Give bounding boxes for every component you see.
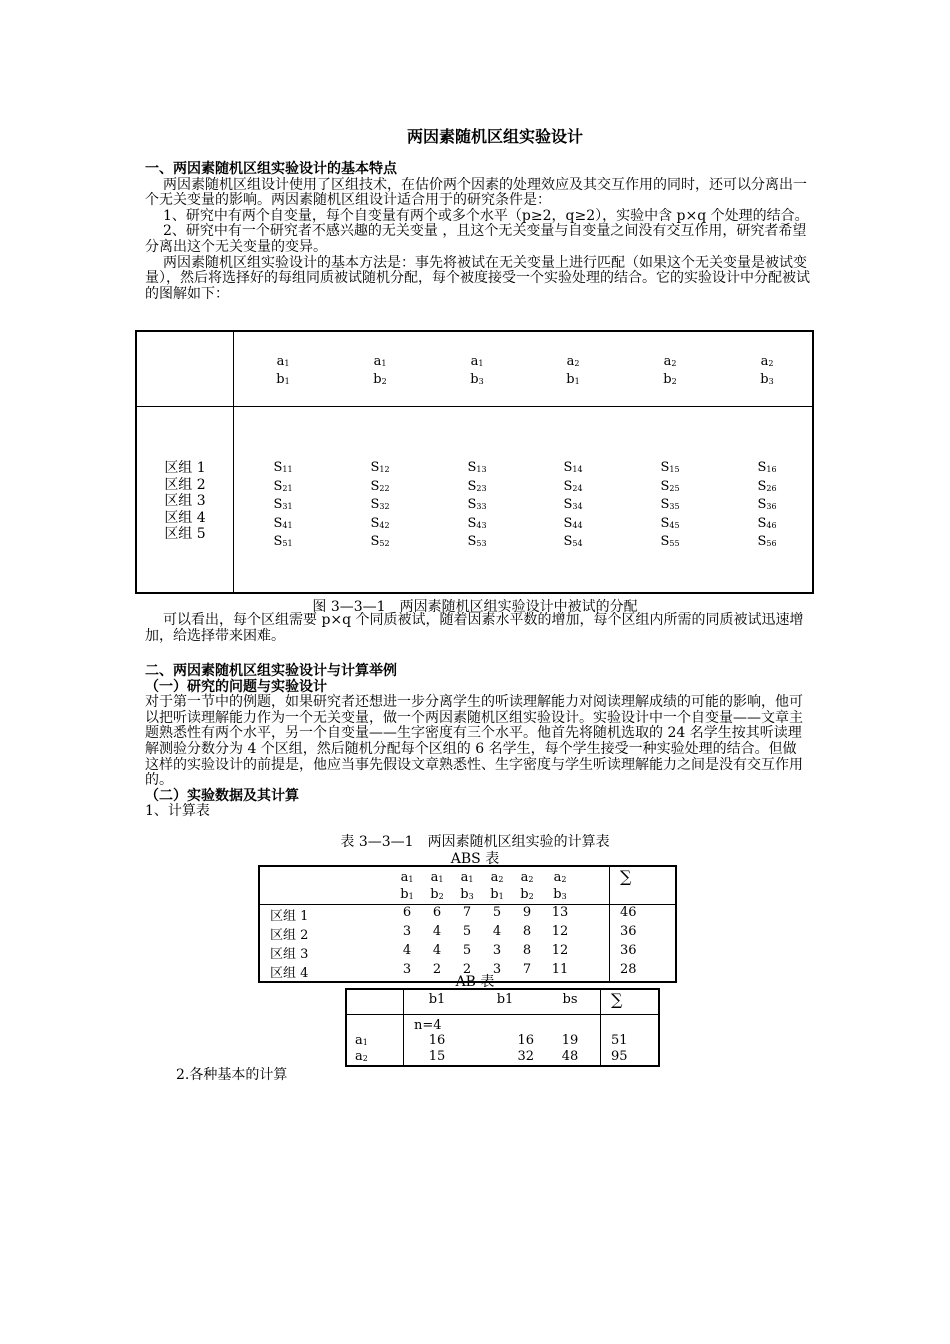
sample-size: n=4 <box>414 1017 442 1033</box>
subsection-2-heading: （二）实验数据及其计算 <box>145 787 299 804</box>
table-cell: $a_1$ $b_1$ <box>400 870 414 902</box>
figure-divider-horizontal <box>137 406 812 407</box>
table-cell: $a_1$ $b_3$ <box>460 870 474 902</box>
table-cell: $a_2$ $b_3$ <box>553 870 567 902</box>
table-row <box>346 1014 659 1033</box>
subject-column: $S_{15}$ $S_{25}$ $S_{35}$ $S_{45}$ $S_{55}$ <box>660 460 680 549</box>
subject-column: $S_{16}$ $S_{26}$ $S_{36}$ $S_{46}$ $S_{56}$ <box>757 460 777 549</box>
treatment-header: $a_2$ $b_1$ <box>566 354 580 387</box>
sigma-symbol: ∑ <box>601 989 660 1014</box>
treatment-header: $a_2$ $b_3$ <box>760 354 774 387</box>
section-1-para-1: 两因素随机区组设计使用了区组技术，在估价两个因素的处理效应及其交互作用的同时，还可以分离出一个无关变量的影响。两因素随机区组设计适合用于的研究条件是： <box>145 176 807 209</box>
table-row: $a_1$ 16 16 19 51 <box>346 1033 659 1049</box>
ab-table-title: AB 表 <box>455 974 495 990</box>
table-row: 区组 3 4 4 5 3 8 12 36 <box>259 943 676 962</box>
table-cell: $a_1$ $b_2$ <box>430 870 444 902</box>
section-2-para: 对于第一节中的例题，如果研究者还想进一步分离学生的听读理解能力对阅读理解成绩的可能的影响，他可以把听读理解能力作为一个无关变量，做一个两因素随机区组实验设计。实验设计中一个自变量——文章主题熟悉性有两个水平，另一个自变量——生字密度有三个水平。他首先将随机选取的 24 名学生按其听读理解测验分数分为 4 个区组，然后随机分配每个区组的 6 名学生，每个学生接受一种实验处理的结合。但做这样的实验设计的前提是，他应当事先假设文章熟悉性、生字密度与学生听读理解能力之间是没有交互作用的。 <box>145 694 803 789</box>
table-header-row: b1 b1 bs ∑ <box>346 989 659 1014</box>
document-title: 两因素随机区组实验设计 <box>406 127 583 146</box>
table-cell: $a_2$ $b_1$ <box>490 870 504 902</box>
subject-column: $S_{13}$ $S_{23}$ $S_{33}$ $S_{43}$ $S_{53}$ <box>467 460 487 549</box>
design-figure <box>135 330 814 594</box>
subject-column: $S_{12}$ $S_{22}$ $S_{32}$ $S_{42}$ $S_{52}$ <box>370 460 390 549</box>
table-row: $a_2$ 15 32 48 95 <box>346 1049 659 1066</box>
section-1-item-2: 2、研究中有一个研究者不感兴趣的无关变量 ，且这个无关变量与自变量之间没有交互作用，研究者希望分离出这个无关变量的变异。 <box>145 223 807 255</box>
ab-table <box>345 988 660 1067</box>
table-cell: $a_2$ $b_2$ <box>520 870 534 902</box>
section-1-heading: 一、两因素随机区组实验设计的基本特点 <box>145 161 397 177</box>
abs-table <box>258 865 677 983</box>
treatment-header: $a_1$ $b_2$ <box>373 354 387 387</box>
block-labels: 区组 1 区组 2 区组 3 区组 4 区组 5 <box>164 460 206 542</box>
sigma-symbol: ∑ <box>610 866 677 905</box>
table-caption: 表 3—3—1 两因素随机区组实验的计算表 <box>340 834 610 850</box>
subject-column: $S_{14}$ $S_{24}$ $S_{34}$ $S_{44}$ $S_{54}$ <box>563 460 583 549</box>
section-2-item-1: 1、计算表 <box>145 803 210 820</box>
treatment-header: $a_1$ $b_1$ <box>276 354 290 387</box>
section-2-heading: 二、两因素随机区组实验设计与计算举例 <box>145 663 397 679</box>
table-header-row <box>259 866 676 905</box>
table-row: 区组 2 3 4 5 4 8 12 36 <box>259 924 676 943</box>
section-1-para-2: 两因素随机区组实验设计的基本方法是：事先将被试在无关变量上进行匹配（如果这个无关变量是被试变量），然后将选择好的每组同质被试随机分配，每个被度接受一个实验处理的结合。它的实验设计中分配被试的图解如下： <box>145 254 810 302</box>
table-row: 区组 1 6 6 7 5 9 13 46 <box>259 905 676 925</box>
figure-caption: 图 3—3—1 两因素随机区组实验设计中被试的分配 <box>312 599 638 615</box>
treatment-header: $a_1$ $b_3$ <box>470 354 484 387</box>
treatment-header: $a_2$ $b_2$ <box>663 354 677 387</box>
subsection-1-heading: （一）研究的问题与实验设计 <box>145 678 327 695</box>
section-2-item-2: 2.各种基本的计算 <box>176 1067 288 1083</box>
section-2 <box>145 664 810 820</box>
table-row: 区组 4 3 2 2 3 7 11 28 <box>259 962 676 982</box>
figure-divider-vertical <box>233 332 234 592</box>
section-1 <box>145 162 810 302</box>
abs-table-title: ABS 表 <box>450 851 500 867</box>
section-1-item-1: 1、研究中有两个自变量，每个自变量有两个或多个水平（p≥2，q≥2），实验中含 p×q 个处理的结合。 <box>163 207 809 224</box>
subject-column: $S_{11}$ $S_{21}$ $S_{31}$ $S_{41}$ $S_{51}$ <box>273 460 293 549</box>
paragraph-3: 可以看出，每个区组需要 p×q 个同质被试，随着因素水平数的增加，每个区组内所需的同质被试迅速增加，给选择带来困难。 <box>145 612 804 644</box>
